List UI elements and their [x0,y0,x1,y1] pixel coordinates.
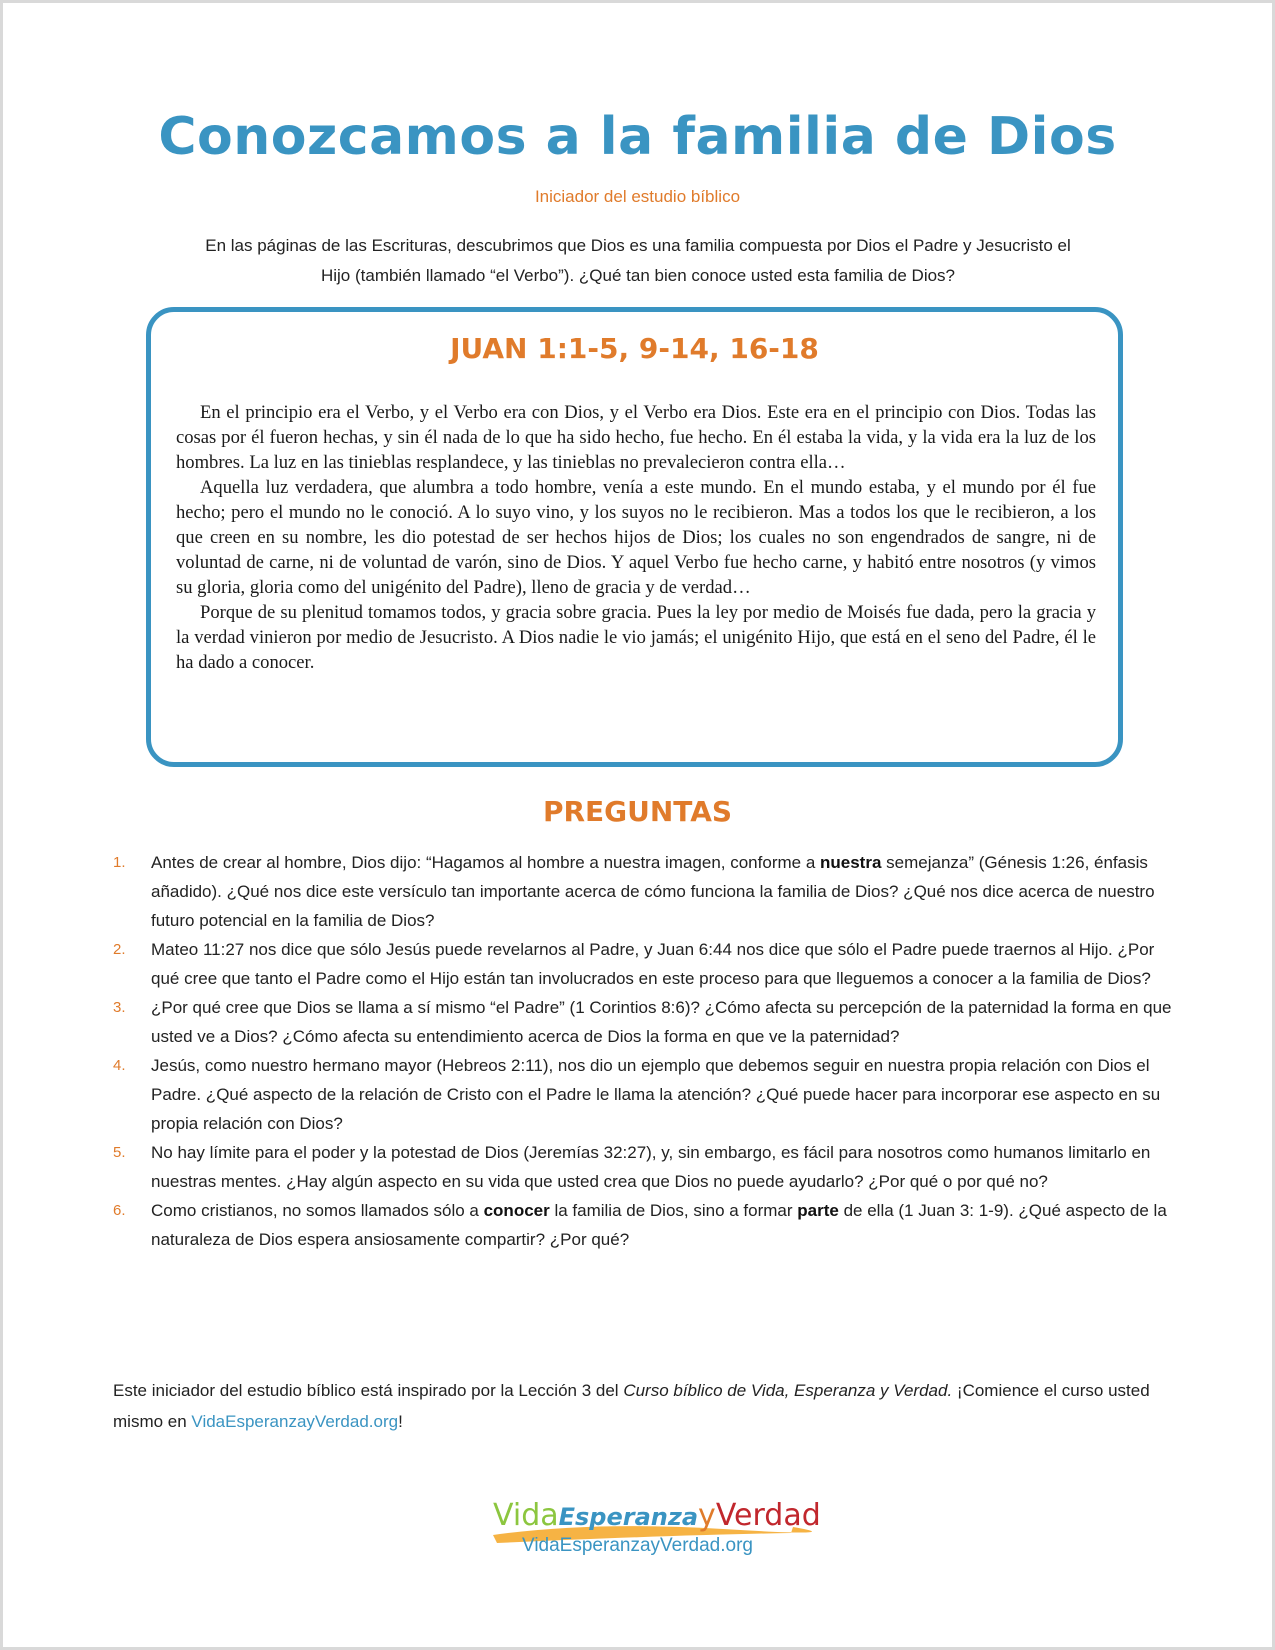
question-number: 2. [113,941,126,958]
logo-word-esperanza: Esperanza [558,1503,699,1531]
questions-list [113,848,1173,1254]
scripture-paragraph: Porque de su plenitud tomamos todos, y gracia sobre gracia. Pues la ley por medio de Moisés fue dada, pero la gracia y la verdad vinieron por medio de Jesucristo. A Dios nadie le vio jamás; el unigénito Hijo, que está en el seno del Padre, él le ha dado a conocer. [176,602,1096,673]
question-emphasis: conocer [483,1201,550,1220]
question-text: Antes de crear al hombre, Dios dijo: “Hagamos al hombre a nuestra imagen, conforme a [151,853,820,872]
question-text: semejanza” (Génesis 1:26, énfasis añadido). ¿Qué nos dice este versículo tan importante acerca de cómo funciona la familia de Dios? ¿Qué nos dice acerca de nuestro futuro potencial en la familia de Dios? [151,853,1155,930]
question-item [113,1051,1173,1138]
question-item [113,935,1173,993]
logo-word-y: y [698,1498,716,1533]
question-number: 5. [113,1144,126,1161]
footer-note-text: ! [398,1412,403,1431]
scripture-reference: JUAN 1:1-5, 9-14, 16-18 [450,332,819,365]
questions-heading: PREGUNTAS [542,795,733,828]
footer-note-text: ¡Comience el curso usted mismo en [113,1381,1150,1431]
question-number: 6. [113,1202,126,1219]
question-number: 4. [113,1057,126,1074]
logo-url: VidaEsperanzayVerdad.org [522,1535,753,1556]
question-item [113,993,1173,1051]
question-text: Jesús, como nuestro hermano mayor (Hebreos 2:11), nos dio un ejemplo que debemos seguir en nuestra propia relación con Dios el Padre. ¿Qué aspecto de la relación de Cristo con el Padre le llama la atención? ¿Qué puede hacer para incorporar ese aspecto en su propia relación con Dios? [151,1056,1161,1133]
question-number: 3. [113,999,126,1016]
intro-line-2: Hijo (también llamado “el Verbo”). ¿Qué tan bien conoce usted esta familia de Dios? [320,266,956,285]
page-subtitle: Iniciador del estudio bíblico [534,187,741,206]
vida-esperanza-verdad-logo [473,1483,821,1583]
question-item [113,848,1173,935]
question-item [113,1196,1173,1254]
question-text: la familia de Dios, sino a formar [549,1201,798,1220]
logo-wordmark [493,1498,821,1533]
scripture-paragraph: En el principio era el Verbo, y el Verbo era con Dios, y el Verbo era Dios. Este era en el principio con Dios. Todas las cosas por él fueron hechas, y sin él nada de lo que ha sido hecho, fue hecho. En él estaba la vida, y la vida era la luz de los hombres. La luz en las tinieblas resplandece, y las tinieblas no prevalecieron contra ella… [176,402,1096,473]
question-number: 1. [113,854,126,871]
question-emphasis: nuestra [820,853,882,872]
footer-note-text: Este iniciador del estudio bíblico está inspirado por la Lección 3 del [113,1381,624,1400]
scripture-text [176,400,1096,675]
question-emphasis: parte [797,1201,839,1220]
scripture-paragraph: Aquella luz verdadera, que alumbra a todo hombre, venía a este mundo. En el mundo estaba, y el mundo por él fue hecho; pero el mundo no le conoció. A lo suyo vino, y los suyos no le recibieron. Mas a todos los que le recibieron, a los que creen en su nombre, les dio potestad de ser hechos hijos de Dios; los cuales no son engendrados de sangre, ni de voluntad de carne, ni de voluntad de varón, sino de Dios. Y aquel Verbo fue hecho carne, y habitó entre nosotros (y vimos su gloria, gloria como del unigénito del Padre), lleno de gracia y de verdad… [176,477,1096,598]
question-text: ¿Por qué cree que Dios se llama a sí mismo “el Padre” (1 Corintios 8:6)? ¿Cómo afecta su percepción de la paternidad la forma en que usted ve a Dios? ¿Cómo afecta su entendimiento acerca de Dios la forma en que ve la paternidad? [151,998,1172,1046]
question-text: Como cristianos, no somos llamados sólo a [151,1201,484,1220]
logo-word-vida: Vida [493,1498,559,1533]
intro-line-1: En las páginas de las Escrituras, descubrimos que Dios es una familia compuesta por Dios el Padre y Jesucristo el [205,236,1071,255]
question-text: No hay límite para el poder y la potestad de Dios (Jeremías 32:27), y, sin embargo, es fácil para nosotros como humanos limitarlo en nuestras mentes. ¿Hay algún aspecto en su vida que usted crea que Dios no puede ayudarlo? ¿Por qué o por qué no? [151,1143,1151,1191]
scripture-box [146,307,1123,767]
logo-word-verdad: Verdad [715,1498,821,1533]
page-title: Conozcamos a la familia de Dios [158,107,1117,167]
footer-note [113,1375,1193,1437]
intro-paragraph [178,231,1098,291]
question-text: Mateo 11:27 nos dice que sólo Jesús puede revelarnos al Padre, y Juan 6:44 nos dice que sólo el Padre puede traernos al Hijo. ¿Por qué cree que tanto el Padre como el Hijo están tan involucrados en este proceso para que lleguemos a conocer a la familia de Dios? [151,940,1155,988]
question-text: de ella (1 Juan 3: 1-9). ¿Qué aspecto de la naturaleza de Dios espera ansiosamente compartir? ¿Por qué? [151,1201,1167,1249]
course-title: Curso bíblico de Vida, Esperanza y Verdad. [623,1381,953,1400]
question-item [113,1138,1173,1196]
website-link[interactable]: VidaEsperanzayVerdad.org [191,1412,399,1431]
